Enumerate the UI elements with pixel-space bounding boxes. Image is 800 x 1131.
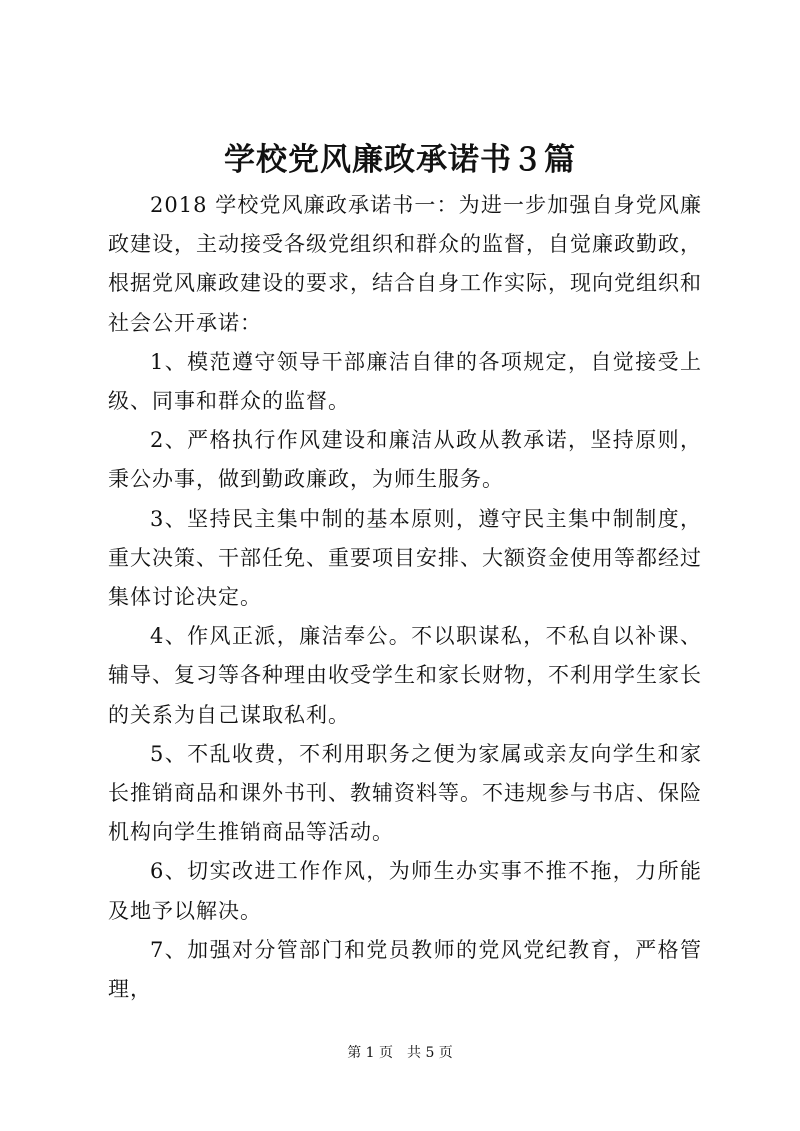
commitment-item-7: 7、加强对分管部门和党员教师的党风党纪教育，严格管理， [108, 937, 702, 1002]
commitment-item-6: 6、切实改进工作作风，为师生办实事不推不拖，力所能及地予以解决。 [108, 859, 702, 923]
page-number-footer: 第 1 页 共 5 页 [347, 1045, 453, 1061]
commitment-item-1: 1、模范遵守领导干部廉洁自律的各项规定，自觉接受上级、同事和群众的监督。 [108, 349, 702, 414]
document-body [108, 186, 702, 1009]
commitment-item-2: 2、严格执行作风建设和廉洁从政从教承诺，坚持原则，秉公办事，做到勤政廉政，为师生服务。 [108, 428, 702, 492]
commitment-item-5: 5、不乱收费，不利用职务之便为家属或亲友向学生和家长推销商品和课外书刊、教辅资料等。不违规参与书店、保险机构向学生推销商品等活动。 [108, 741, 702, 845]
document-title: 学校党风廉政承诺书３篇 [224, 142, 576, 178]
commitment-item-3: 3、坚持民主集中制的基本原则，遵守民主集中制制度，重大决策、干部任免、重要项目安排、大额资金使用等都经过集体讨论决定。 [108, 506, 702, 610]
commitment-item-4: 4、作风正派，廉洁奉公。不以职谋私，不私自以补课、辅导、复习等各种理由收受学生和家长财物，不利用学生家长的关系为自己谋取私利。 [108, 624, 702, 727]
intro-paragraph: 2018 学校党风廉政承诺书一：为进一步加强自身党风廉政建设，主动接受各级党组织和群众的监督，自觉廉政勤政，根据党风廉政建设的要求，结合自身工作实际，现向党组织和社会公开承诺： [108, 193, 702, 335]
